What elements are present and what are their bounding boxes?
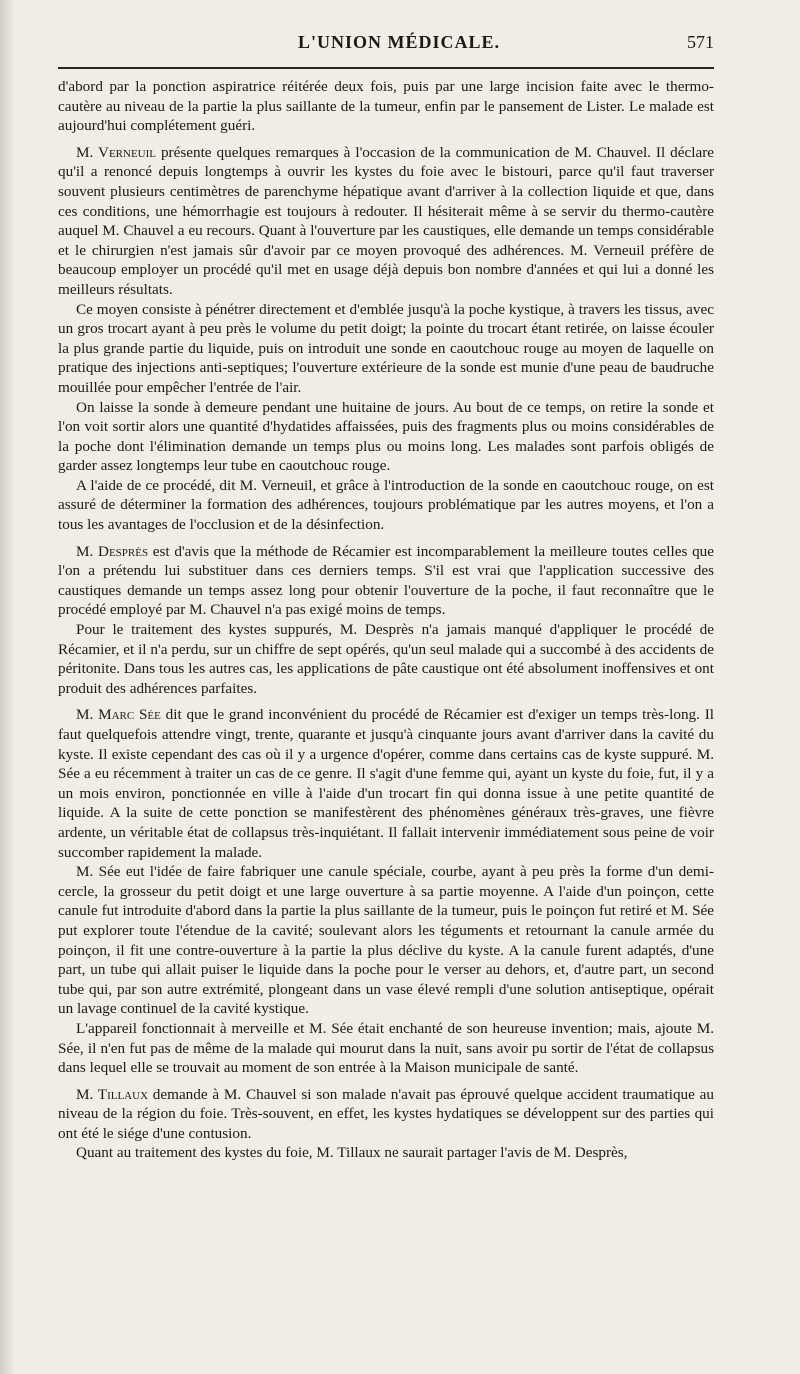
paragraph-text: M. Sée eut l'idée de faire fabriquer une canule spéciale, courbe, ayant à peu près la forme d'un demi-cercle, la grosseur du petit doigt et une large ouverture à sa partie moyenne. A l'aide d'un poinçon, cette canule fut introduite d'abord dans la partie la plus saillante de la tumeur, puis le poinçon fut retiré et M. Sée put explorer toute l'étendue de la cavité; soulevant alors les téguments et retournant la canule armée du poinçon, il fit une contre-ouverture à la partie la plus déclive du kyste. A la canule furent adaptés, d'une part, un tube qui allait puiser le liquide dans la poche pour le verser au dehors, et, d'autre part, un second tube qui, par son autre extrémité, plongeant dans un vase élevé rempli d'une solution antiseptique, opérait un lavage continuel de la cavité kystique. bbox=[58, 863, 714, 1018]
paragraph bbox=[58, 1085, 714, 1144]
paragraph-text: L'appareil fonctionnait à merveille et M. Sée était enchanté de son heureuse invention; mais, ajoute M. Sée, il n'en fut pas de même de la malade qui mourut dans la nuit, sans avoir pu sortir de l'état de collapsus dans lequel elle se trouvait au moment de son entrée à la Maison municipale de santé. bbox=[58, 1019, 714, 1077]
paragraph bbox=[58, 143, 714, 300]
paragraph-text: d'abord par la ponction aspiratrice réitérée deux fois, puis par une large incision faite avec le thermo-cautère au niveau de la partie la plus saillante de la tumeur, enfin par le pansement de Lister. Le malade est aujourd'hui complétement guéri. bbox=[58, 78, 714, 135]
paragraph bbox=[58, 398, 714, 476]
paragraph-text: demande à M. Chauvel si son malade n'avait pas éprouvé quelque accident traumatique au niveau de la région du foie. Très-souvent, en effet, les kystes hydatiques se développent sur des parties qui ont été le siége d'une contusion. bbox=[58, 1085, 714, 1142]
paragraph-text: On laisse la sonde à demeure pendant une huitaine de jours. Au bout de ce temps, on retire la sonde et l'on voit sortir alors une quantité d'hydatides affaissées, puis des fragments plus ou moins considérables de la poche dont l'élimination demande un temps plus ou moins long. Les malades sont parfois obligés de garder assez longtemps leur tube en caoutchouc rouge. bbox=[58, 398, 714, 475]
paragraph-text: dit que le grand inconvénient du procédé de Récamier est d'exiger un temps très-long. Il faut quelquefois attendre vingt, trente, quarante et jusqu'à cinquante jours avant d'arriver dans la cavité du kyste. Il existe cependant des cas où il y a urgence d'opérer, comme dans certains cas de kyste suppuré. M. Sée a eu récemment à traiter un cas de ce genre. Il s'agit d'une femme qui, ayant un kyste du foie, fut, il y a un mois environ, ponctionnée en ville à l'aide d'un trocart fin qui donna issue à une petite quantité de liquide. A la suite de cette ponction se manifestèrent des phénomènes généraux très-graves, une fièvre ardente, un véritable état de collapsus très-inquiétant. Il fallait intervenir immédiatement sous peine de voir succomber rapidement la malade. bbox=[58, 706, 714, 861]
paragraph bbox=[58, 705, 714, 862]
speaker-name: M. Verneuil bbox=[76, 143, 156, 161]
journal-title: L'UNION MÉDICALE. bbox=[298, 32, 501, 52]
paragraph-text: A l'aide de ce procédé, dit M. Verneuil, et grâce à l'introduction de la sonde en caoutchouc rouge, on est assuré de déterminer la formation des adhérences, toujours problématique par les autres moyens, et l'on a tous les avantages de l'occlusion et de la désinfection. bbox=[58, 476, 714, 534]
speaker-name: M. Marc Sée bbox=[76, 706, 161, 724]
paragraph-text: est d'avis que la méthode de Récamier est incomparablement la meilleure toutes celles que l'on a prétendu lui substituer dans ces derniers temps. S'il est vrai que l'application successive des caustiques demande un temps assez long pour obtenir l'ouverture de la poche, il faut reconnaître que le procédé employé par M. Chauvel n'a pas exigé moins de temps. bbox=[58, 542, 715, 619]
paragraph-text: présente quelques remarques à l'occasion de la communication de M. Chauvel. Il déclare qu'il a renoncé depuis longtemps à ouvrir les kystes du foie avec le bistouri, parce qu'il faut traverser souvent plusieurs centimètres de parenchyme hépatique avant d'arriver à la collection liquide et que, dans ces conditions, une hémorrhagie est toujours à redouter. Il hésiterait même à se servir du thermo-cautère auquel M. Chauvel a eu recours. Quant à l'ouverture par les caustiques, elle demande un temps considérable et le chirurgien n'est jamais sûr d'avoir par ce moyen provoqué des adhérences. M. Verneuil préfère de beaucoup employer un procédé qu'il met en usage déjà depuis bon nombre d'années et qui lui a donné les meilleurs résultats. bbox=[58, 143, 714, 298]
paragraph-text: Ce moyen consiste à pénétrer directement et d'emblée jusqu'à la poche kystique, à travers les tissus, avec un gros trocart ayant à peu près le volume du petit doigt; la pointe du trocart étant retirée, on laisse écouler la plus grande partie du liquide, puis on introduit une sonde en caoutchouc rouge au moyen de laquelle on pratique des injections anti-septiques; l'ouverture extérieure de la sonde est munie d'une peau de baudruche mouillée pour empêcher l'entrée de l'air. bbox=[58, 300, 714, 396]
paragraph bbox=[58, 862, 714, 1019]
paragraph bbox=[58, 77, 714, 136]
paragraph bbox=[58, 1143, 714, 1163]
paragraph-text: Quant au traitement des kystes du foie, M. Tillaux ne saurait partager l'avis de M. Desprès, bbox=[76, 1144, 628, 1162]
paragraph bbox=[58, 620, 714, 698]
paragraph-text: Pour le traitement des kystes suppurés, M. Desprès n'a jamais manqué d'appliquer le procédé de Récamier, et il n'a perdu, sur un chiffre de sept opérés, qu'un seul malade qui a succombé à des accidents de péritonite. Dans tous les autres cas, les applications de pâte caustique ont été absolument inoffensives et ont produit des adhérences parfaites. bbox=[58, 621, 714, 697]
header-rule bbox=[58, 67, 714, 69]
article-body bbox=[58, 77, 714, 1163]
paragraph bbox=[58, 542, 714, 620]
paragraph bbox=[58, 476, 714, 535]
speaker-name: M. Tillaux bbox=[76, 1085, 149, 1103]
binding-gutter bbox=[0, 0, 14, 1374]
page-number: 571 bbox=[687, 32, 714, 52]
speaker-name: M. Desprès bbox=[76, 542, 149, 560]
paragraph bbox=[58, 1019, 714, 1078]
running-header bbox=[58, 24, 714, 53]
paragraph bbox=[58, 300, 714, 398]
